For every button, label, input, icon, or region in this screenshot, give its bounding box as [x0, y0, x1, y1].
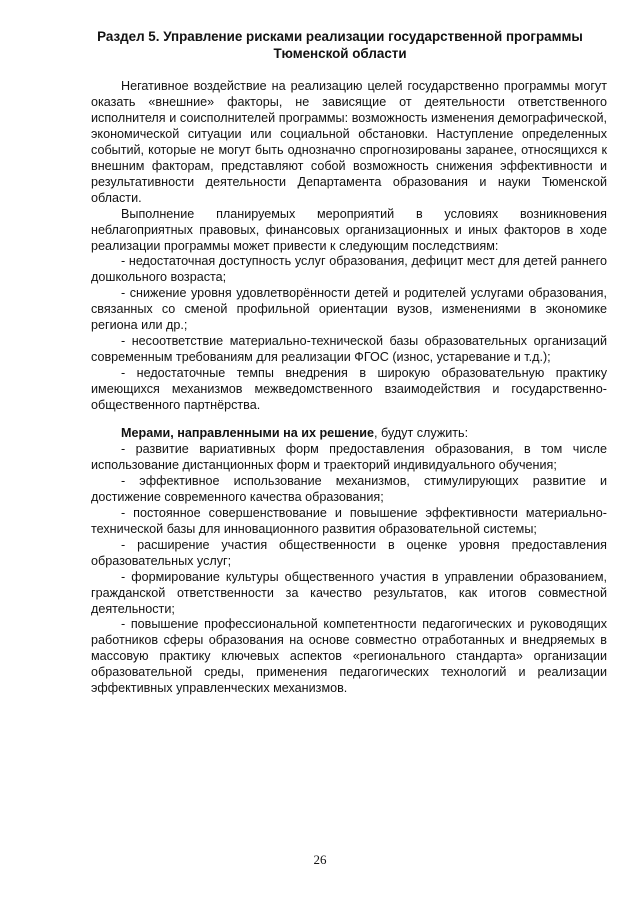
consequence-item: - недостаточные темпы внедрения в широкую образовательную практику имеющихся механизмов межведомственного взаимодействия и государственно-общественного партнёрства.	[91, 366, 607, 413]
measure-item: - расширение участия общественности в оценке уровня предоставления образовательных услуг;	[91, 537, 607, 568]
measure-item: - повышение профессиональной компетентности педагогических и руководящих работников сферы образования на основе совместно отработанных и внедряемых в массовую практику ключевых аспектов «регионального стандарта» организации образовательной среды, применения педагогических технологий и реализации эффективных управленческих механизмов.	[91, 617, 607, 696]
measure-item: - постоянное совершенствование и повышение эффективности материально-технической базы для инновационного развития образовательной системы;	[91, 505, 607, 536]
measures-heading-bold: Мерами, направленными на их решение	[121, 426, 375, 441]
consequences-intro: Выполнение планируемых мероприятий в условиях возникновения неблагоприятных правовых, финансовых организационных и иных факторов в ходе реализации программы может привести к следующим последствиям:	[91, 206, 607, 253]
consequence-item: - недостаточная доступность услуг образования, дефицит мест для детей раннего дошкольного возраста;	[91, 254, 607, 285]
consequence-item: - несоответствие материально-технической базы образовательных организаций современным требованиям для реализации ФГОС (износ, устаревание и т.д.);	[91, 334, 607, 365]
measures-heading-rest: , будут служить:	[374, 426, 469, 441]
section-title-line-1: Раздел 5. Управление рисками реализации государственной программы	[97, 29, 583, 44]
measures-heading	[91, 426, 607, 442]
section-title-line-2: Тюменской области	[273, 46, 407, 61]
section-title	[60, 28, 620, 62]
measure-item: - формирование культуры общественного участия в управлении образованием, гражданской ответственности за качество результатов, как итогов совместной деятельности;	[91, 569, 607, 616]
consequence-item: - снижение уровня удовлетворённости детей и родителей услугами образования, связанных со сменой профильной ориентации вузов, изменениями в экономике региона или др.;	[91, 286, 607, 333]
measure-item: - эффективное использование механизмов, стимулирующих развитие и достижение современного качества образования;	[91, 473, 607, 504]
measure-item: - развитие вариативных форм предоставления образования, в том числе использование дистанционных форм и траекторий индивидуального обучения;	[91, 441, 607, 472]
page-number: 26	[313, 852, 327, 867]
section-body	[91, 79, 607, 697]
intro-paragraph: Негативное воздействие на реализацию целей государственно программы могут оказать «внешние» факторы, не зависящие от деятельности ответственного исполнителя и соисполнителей программы: возможность изменения демографической, экономической ситуации или социальной обстановки. Наступление определенных событий, которые не могут быть однозначно спрогнозированы заранее, относящихся к внешним факторам, представляют собой возможность снижения эффективности и результативности деятельности Департамента образования и науки Тюменской области.	[91, 79, 607, 205]
